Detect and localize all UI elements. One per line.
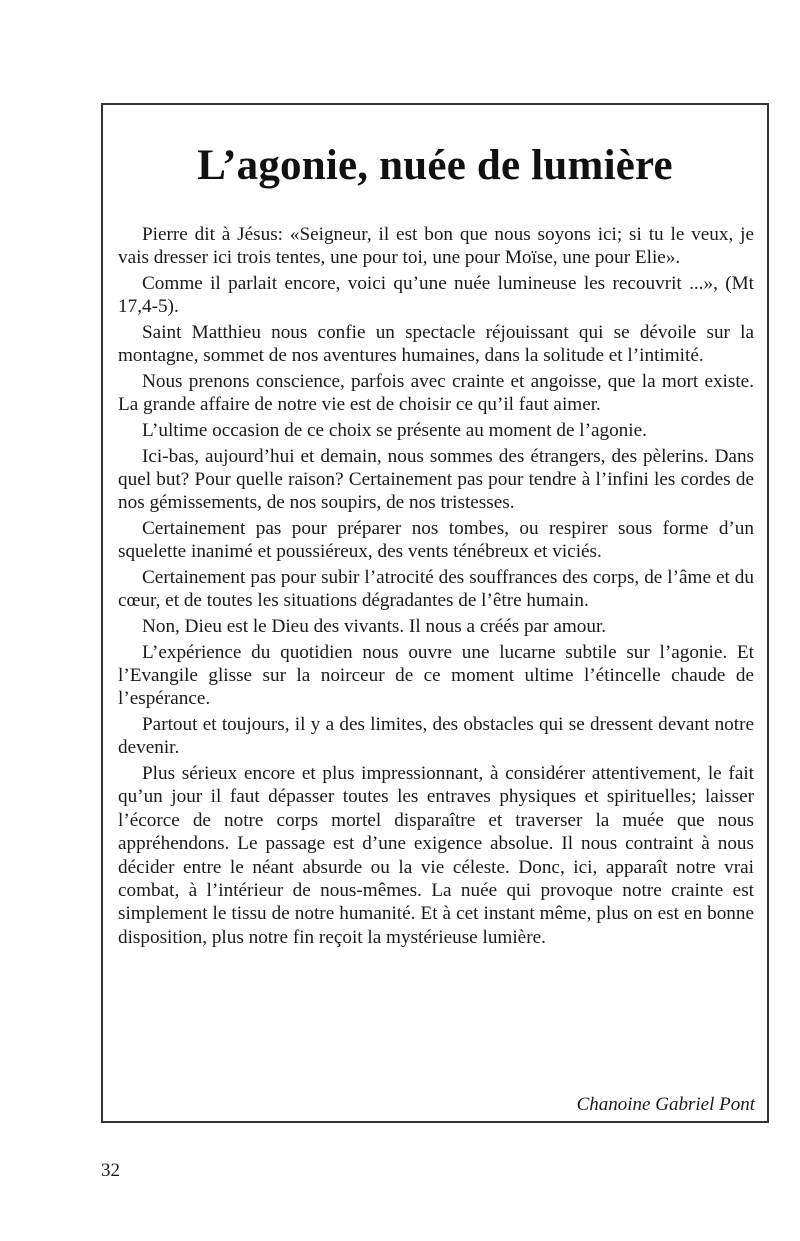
paragraph: Certainement pas pour subir l’atrocité des souffrances des corps, de l’âme et du cœur, et de toutes les situations dégradantes de l’être humain. xyxy=(118,567,754,612)
article-frame xyxy=(101,103,769,1123)
paragraph: Nous prenons conscience, parfois avec crainte et angoisse, que la mort existe. La grande affaire de notre vie est de choisir ce qu’il faut aimer. xyxy=(118,371,754,416)
paragraph: Ici-bas, aujourd’hui et demain, nous sommes des étrangers, des pèlerins. Dans quel but? Pour quelle raison? Certainement pas pour tendre à l’infini les cordes de nos gémissements, de nos soupirs, de nos tristesses. xyxy=(118,445,754,514)
paragraph: Plus sérieux encore et plus impressionnant, à considérer attentivement, le fait qu’un jour il faut dépasser toutes les entraves physiques et spirituelles; laisser l’écorce de notre corps mortel disparaître et traverser la muée que nous appréhendons. Le passage est d’une exigence absolue. Il nous contraint à nous décider entre le néant absurde ou la vie céleste. Donc, ici, apparaît notre vrai combat, à l’intérieur de nous-mêmes. La nuée qui provoque notre crainte est simplement le tissu de notre humanité. Et à cet instant même, plus on est en bonne disposition, plus notre fin reçoit la mystérieuse lumière. xyxy=(118,763,754,948)
paragraph: L’expérience du quotidien nous ouvre une lucarne subtile sur l’agonie. Et l’Evangile glisse sur la noirceur de ce moment ultime l’étincelle chaude de l’espérance. xyxy=(118,641,754,710)
paragraph: Non, Dieu est le Dieu des vivants. Il nous a créés par amour. xyxy=(142,616,607,637)
article-title: L’agonie, nuée de lumière xyxy=(197,142,673,189)
paragraph: L’ultime occasion de ce choix se présente au moment de l’agonie. xyxy=(142,420,647,441)
page-number: 32 xyxy=(101,1160,120,1181)
paragraph: Pierre dit à Jésus: «Seigneur, il est bon que nous soyons ici; si tu le veux, je vais dresser ici trois tentes, une pour toi, une pour Moïse, une pour Elie». xyxy=(118,224,754,269)
paragraph: Saint Matthieu nous confie un spectacle réjouissant qui se dévoile sur la montagne, sommet de nos aventures humaines, dans la solitude et l’intimité. xyxy=(118,322,754,367)
author-signature: Chanoine Gabriel Pont xyxy=(576,1094,755,1115)
paragraph: Comme il parlait encore, voici qu’une nuée lumineuse les recouvrit ...», (Mt 17,4-5). xyxy=(118,273,754,318)
paragraph: Certainement pas pour préparer nos tombes, ou respirer sous forme d’un squelette inanimé et poussiéreux, des vents ténébreux et viciés. xyxy=(118,518,754,563)
article-body xyxy=(118,223,754,951)
paragraph: Partout et toujours, il y a des limites, des obstacles qui se dressent devant notre devenir. xyxy=(118,714,754,759)
